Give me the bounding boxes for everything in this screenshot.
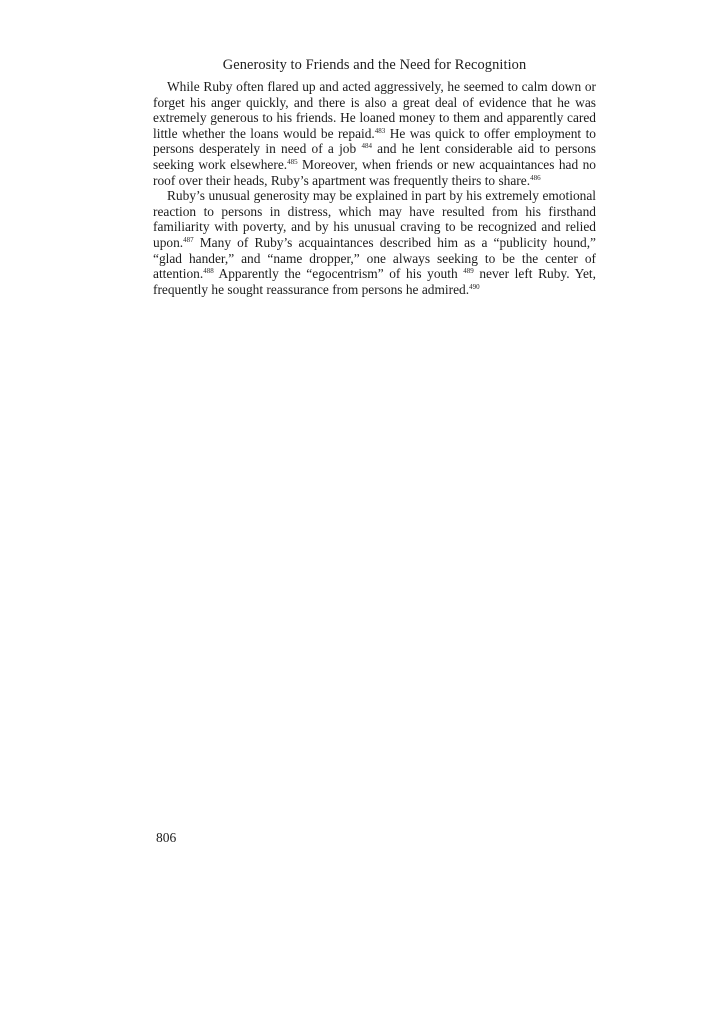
footnote-ref: 486 <box>530 173 541 182</box>
text-run: and he lent considerable aid to persons seeking work elsewhere. <box>153 141 596 172</box>
footnote-ref: 484 <box>361 142 372 151</box>
paragraph-recognition <box>153 188 596 297</box>
section-heading: Generosity to Friends and the Need for Recognition <box>222 57 527 73</box>
footnote-ref: 485 <box>287 157 298 166</box>
text-run: While Ruby often flared up and acted aggressively, he seemed to calm down or forget his anger quickly, and there is also a great deal of evidence that he was extremely generous to his friends. He loaned money to them and apparently cared little whether the loans would be repaid. <box>153 79 596 141</box>
footnote-ref: 489 <box>463 267 474 276</box>
text-run: never left Ruby. Yet, frequently he sought reassurance from persons he admired. <box>153 266 596 297</box>
text-run: He was quick to offer employment to persons desperately in need of a job <box>153 125 596 157</box>
page-number: 806 <box>156 830 177 845</box>
text-run: Many of Ruby’s acquaintances described him as a “publicity hound,” “glad hander,” and “name dropper,” one always seeking to be the center of attention. <box>153 234 596 282</box>
body-text <box>153 79 596 297</box>
text-run: Ruby’s unusual generosity may be explained in part by his extremely emotional reaction to persons in distress, which may have resulted from his firsthand familiarity with poverty, and by his unusual craving to be recognized and relied upon. <box>153 188 596 250</box>
footnote-ref: 487 <box>183 235 194 244</box>
footnote-ref: 490 <box>469 282 480 291</box>
footnote-ref: 488 <box>203 267 214 276</box>
text-run: Apparently the “egocentrism” of his youth <box>213 266 464 282</box>
text-run: Moreover, when friends or new acquaintances had no roof over their heads, Ruby’s apartment was frequently theirs to share. <box>153 156 596 188</box>
paragraph-generosity <box>153 79 596 188</box>
footnote-ref: 483 <box>374 126 386 135</box>
